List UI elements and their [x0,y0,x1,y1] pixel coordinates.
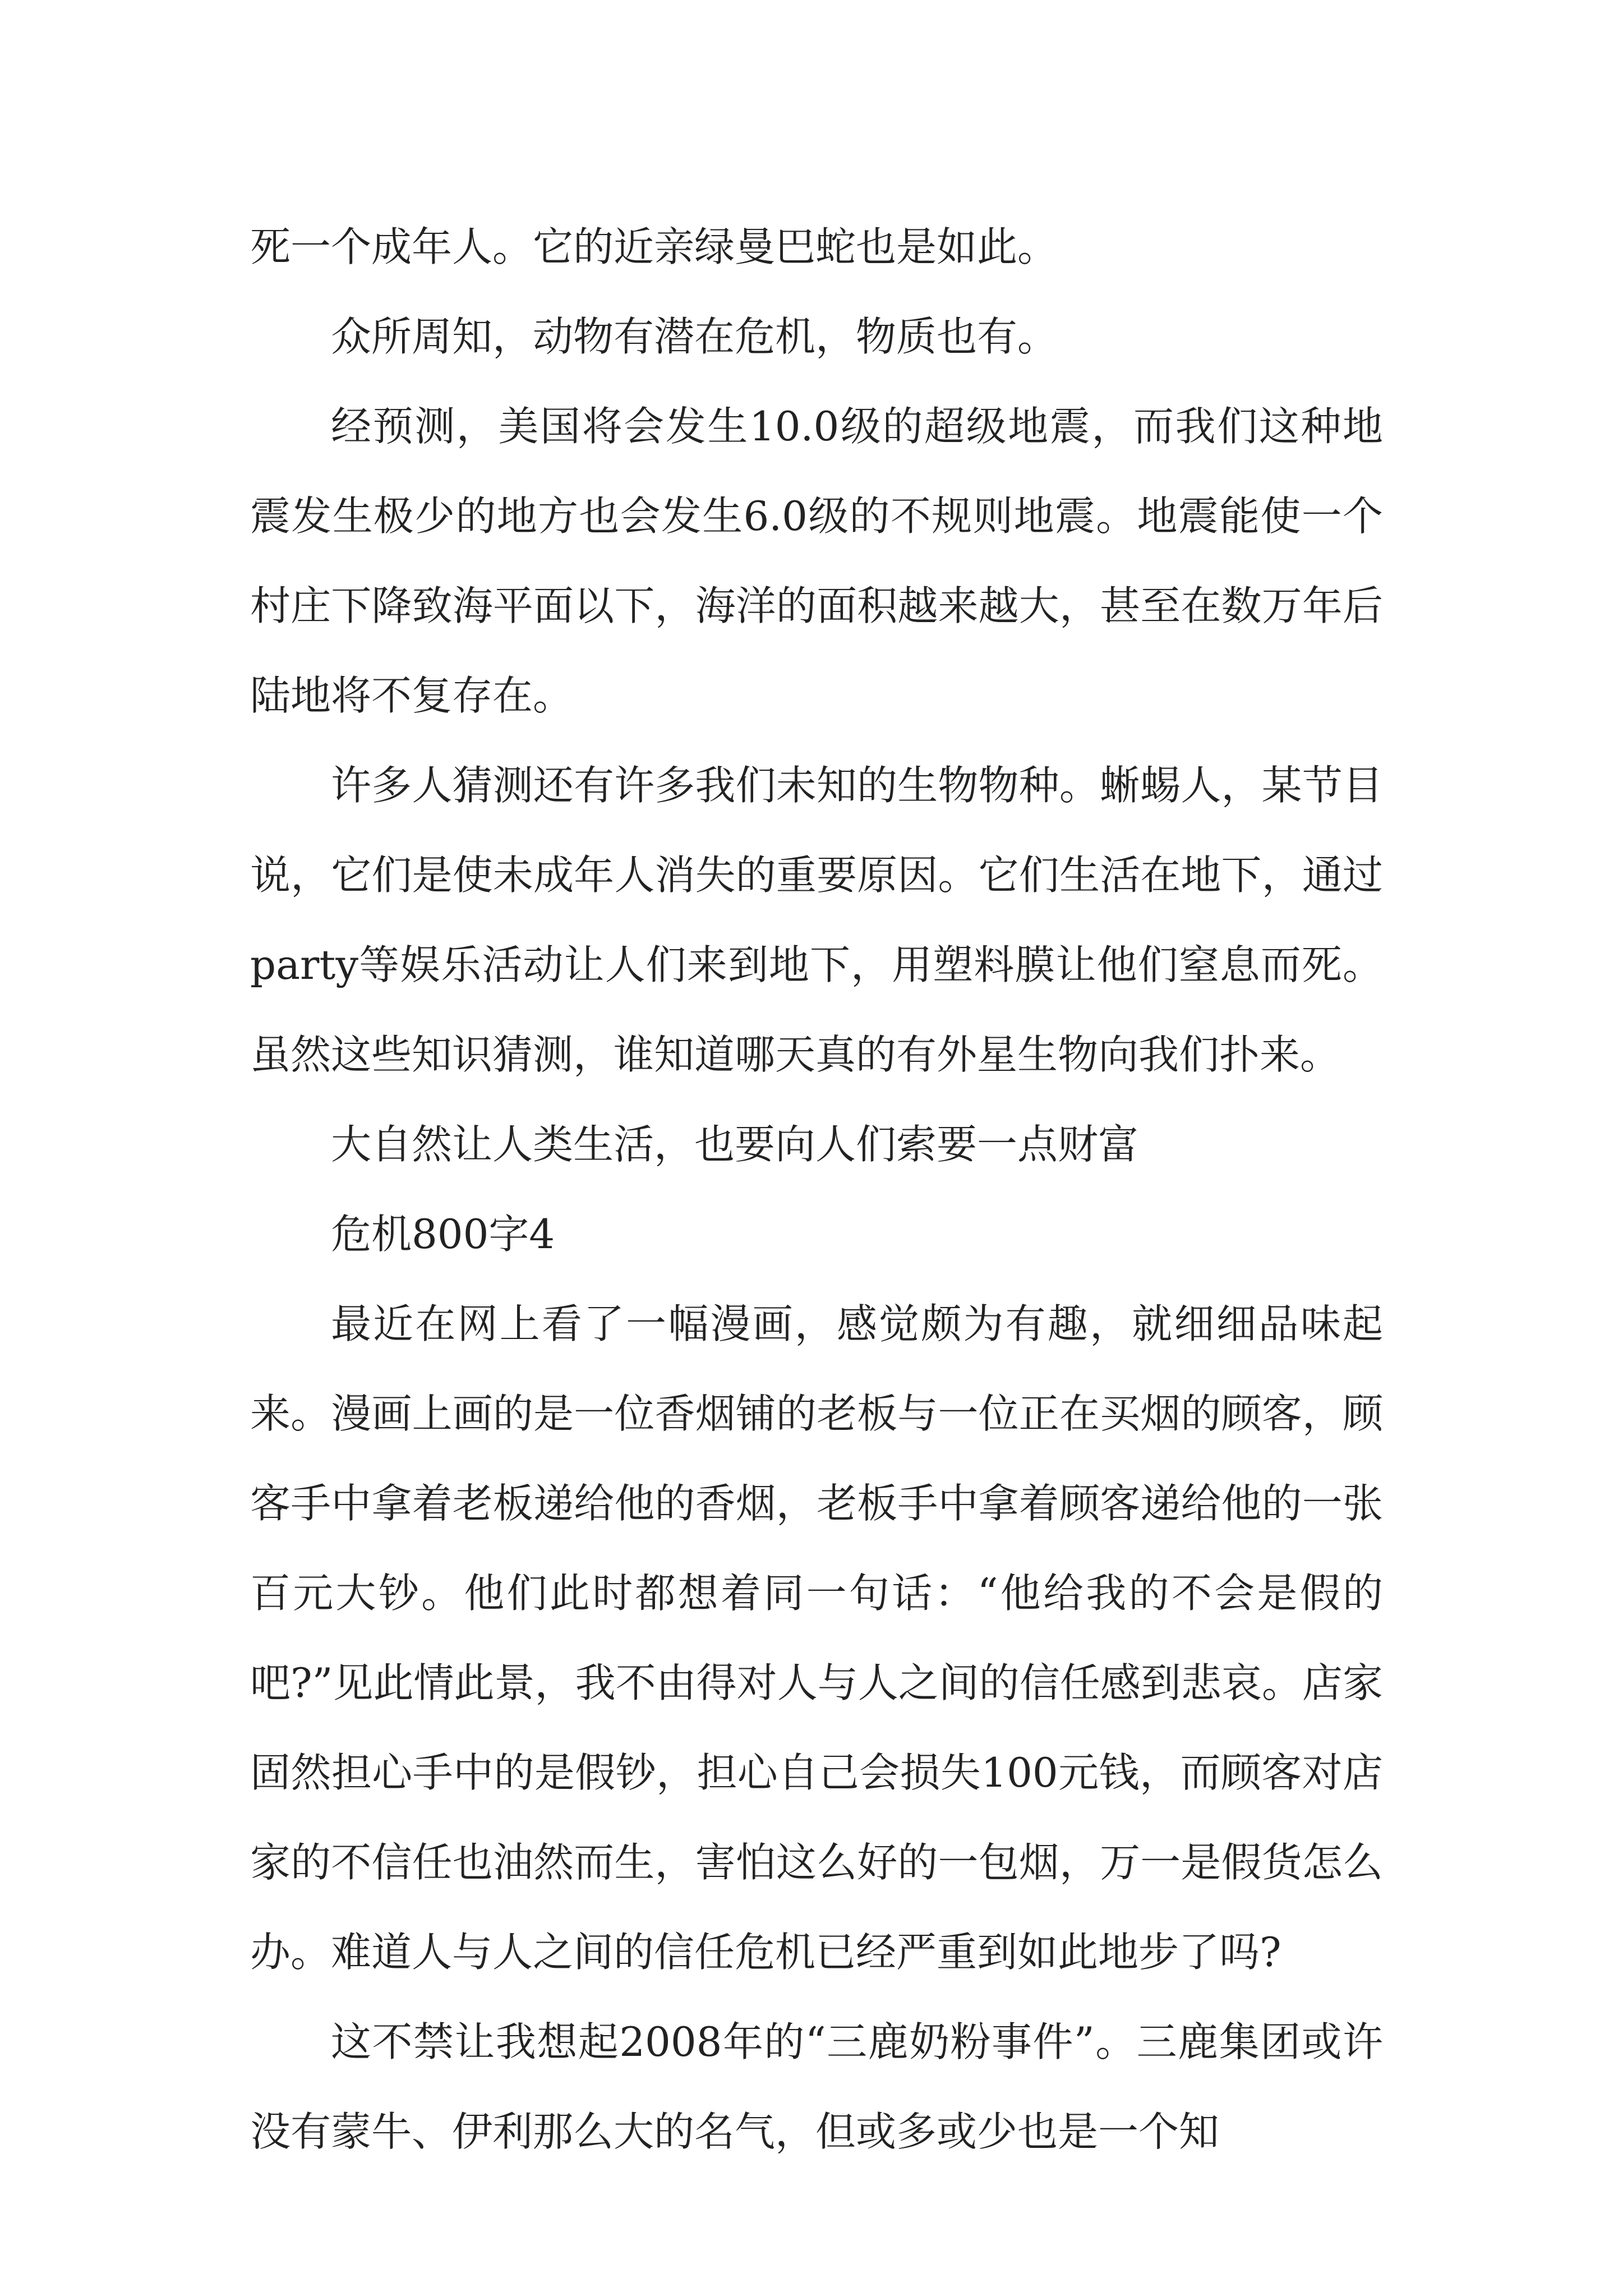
paragraph-continuation: 死一个成年人。它的近亲绿曼巴蛇也是如此。 [250,223,1058,270]
paragraph: 众所周知，动物有潜在危机，物质也有。 [331,313,1058,360]
paragraph: 许多人猜测还有许多我们未知的生物物种。蜥蜴人，某节目说，它们是使未成年人消失的重要原因。它们生活在地下，通过party等娱乐活动让人们来到地下，用塑料膜让他们窒息而死。虽然这些知识猜测，谁知道哪天真的有外星生物向我们扑来。 [250,762,1383,1078]
paragraph: 大自然让人类生活，也要向人们索要一点财富 [331,1121,1139,1168]
paragraph: 经预测，美国将会发生10.0级的超级地震，而我们这种地震发生极少的地方也会发生6.0级的不规则地震。地震能使一个村庄下降致海平面以下，海洋的面积越来越大，甚至在数万年后陆地将不复存在。 [250,403,1383,719]
section-heading: 危机800字4 [331,1211,555,1258]
document-body [250,202,1383,2177]
paragraph: 最近在网上看了一幅漫画，感觉颇为有趣，就细细品味起来。漫画上画的是一位香烟铺的老板与一位正在买烟的顾客，顾客手中拿着老板递给他的香烟，老板手中拿着顾客递给他的一张百元大钞。他们此时都想着同一句话：“他给我的不会是假的吧?”见此情此景，我不由得对人与人之间的信任感到悲哀。店家固然担心手中的是假钞，担心自己会损失100元钱，而顾客对店家的不信任也油然而生，害怕这么好的一包烟，万一是假货怎么办。难道人与人之间的信任危机已经严重到如此地步了吗? [250,1300,1383,1976]
paragraph: 这不禁让我想起2008年的“三鹿奶粉事件”。三鹿集团或许没有蒙牛、伊利那么大的名气，但或多或少也是一个知 [250,2018,1383,2155]
